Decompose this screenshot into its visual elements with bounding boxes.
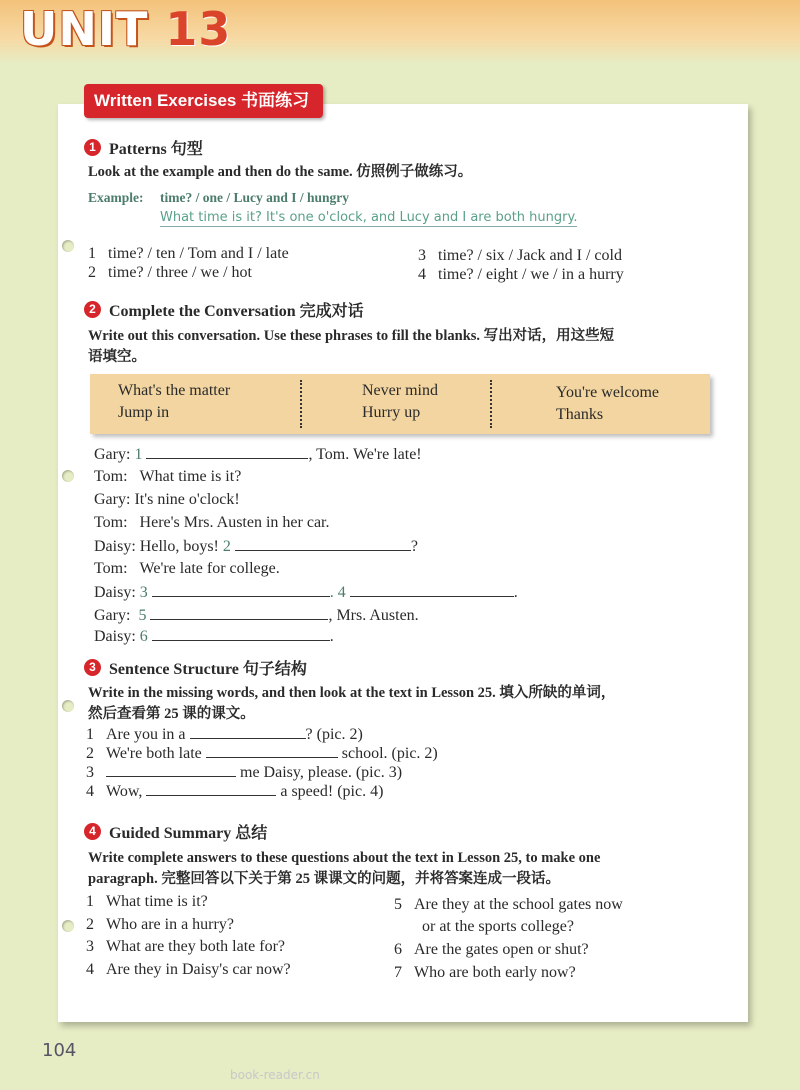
dialogue-line: Tom: We're late for college. <box>94 560 280 577</box>
binder-hole <box>62 470 74 482</box>
list-item: 2 We're both late school. (pic. 2) <box>86 745 438 762</box>
section-3-heading <box>84 656 307 679</box>
binder-hole <box>62 700 74 712</box>
dialogue-line: Daisy: 3 . 4 . <box>94 584 518 601</box>
list-item: 5 Are they at the school gates now <box>394 896 623 913</box>
list-item: 2 time? / three / we / hot <box>88 264 252 281</box>
section-2-heading <box>84 298 364 321</box>
phrase-box <box>90 374 710 434</box>
phrase: You're welcome <box>556 384 660 401</box>
section-4-instruction: Write complete answers to these questions about the text in Lesson 25, to make one paragraph. 完整回答以下关于第 25 课课文的问题，并将答案连成一段话。 <box>88 850 601 887</box>
section-1-heading <box>84 136 203 159</box>
phrase: Jump in <box>118 404 170 421</box>
binder-hole <box>62 240 74 252</box>
dialogue-line: Gary: It's nine o'clock! <box>94 491 240 508</box>
section-bullet: 4 <box>84 823 101 840</box>
list-item: 2 Who are in a hurry? <box>86 916 234 933</box>
dialogue-line: Daisy: 6 . <box>94 628 334 645</box>
list-item: 7 Who are both early now? <box>394 964 576 981</box>
dialogue-line: Tom: What time is it? <box>94 468 242 485</box>
dialogue-line: Gary: 5 , Mrs. Austen. <box>94 607 419 624</box>
dialogue-line: Tom: Here's Mrs. Austen in her car. <box>94 514 330 531</box>
list-item: 3 What are they both late for? <box>86 938 286 955</box>
phrase: Hurry up <box>362 404 421 421</box>
list-item: 4 Are they in Daisy's car now? <box>86 961 291 978</box>
example-prompt: time? / one / Lucy and I / hungry <box>160 190 350 205</box>
section-bullet: 2 <box>84 301 101 318</box>
list-item: 1 Are you in a ? (pic. 2) <box>86 726 363 743</box>
list-item: 1 What time is it? <box>86 893 208 910</box>
section-3-instruction: Write in the missing words, and then look at the text in Lesson 25. 填入所缺的单词， 然后查看第 25 课的课文。 <box>88 685 616 722</box>
unit-title <box>20 2 231 56</box>
section-title: Guided Summary 总结 <box>109 825 268 842</box>
binder-hole <box>62 920 74 932</box>
section-title: Complete the Conversation 完成对话 <box>109 303 364 320</box>
phrase: Thanks <box>556 406 604 423</box>
section-2-instruction: Write out this conversation. Use these phrases to fill the blanks. 写出对话，用这些短 语填空。 <box>88 328 615 365</box>
page-number: 104 <box>42 1040 77 1061</box>
section-title: Sentence Structure 句子结构 <box>109 661 307 678</box>
section-bullet: 1 <box>84 139 101 156</box>
unit-number: 13 <box>165 2 232 56</box>
dialogue-line: Gary: 1 , Tom. We're late! <box>94 446 422 463</box>
unit-word: UNIT <box>20 2 149 56</box>
example-answer: What time is it? It's one o'clock, and Lucy and I are both hungry. <box>160 210 578 225</box>
phrase: What's the matter <box>118 382 231 399</box>
example-label: Example: <box>88 190 144 205</box>
list-item: 1 time? / ten / Tom and I / late <box>88 245 289 262</box>
phrase: Never mind <box>362 382 438 399</box>
section-1-instruction: Look at the example and then do the same. 仿照例子做练习。 <box>88 164 473 180</box>
section-banner: Written Exercises 书面练习 <box>84 84 323 118</box>
dotted-divider <box>300 380 302 428</box>
footer-watermark: book-reader.cn <box>230 1068 320 1082</box>
dialogue-line: Daisy: Hello, boys! 2 ? <box>94 538 418 555</box>
list-item: 3 time? / six / Jack and I / cold <box>418 247 622 264</box>
list-item: 4 Wow, a speed! (pic. 4) <box>86 783 384 800</box>
dotted-divider <box>490 380 492 428</box>
list-item: 3 me Daisy, please. (pic. 3) <box>86 764 403 781</box>
section-title: Patterns 句型 <box>109 141 203 158</box>
list-item: 6 Are the gates open or shut? <box>394 941 589 958</box>
list-item: or at the sports college? <box>422 918 574 935</box>
section-bullet: 3 <box>84 659 101 676</box>
section-4-heading <box>84 820 267 843</box>
list-item: 4 time? / eight / we / in a hurry <box>418 266 624 283</box>
